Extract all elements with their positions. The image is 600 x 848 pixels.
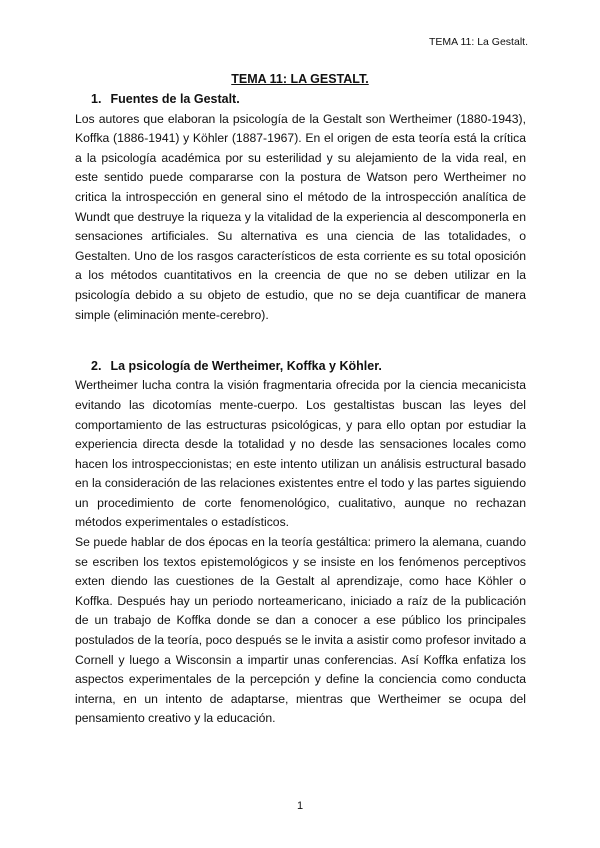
section-heading (75, 357, 526, 377)
section-heading-text: Fuentes de la Gestalt. (110, 92, 240, 106)
section-number: 1. (91, 92, 102, 106)
section-2 (75, 357, 526, 729)
paragraph: Los autores que elaboran la psicología de la Gestalt son Wertheimer (1880-1943), Koffka (1886-1941) y Köhler (1887-1967). En el origen de esta teoría está la crítica a la psicología académica por su esterilidad y su alejamiento de la vida real, en este sentido puede compararse con la postura de Watson pero Wertheimer no critica la introspección en general sino el método de la introspección analítica de Wundt que destruye la riqueza y la vitalidad de la experiencia al descomponerla en sensaciones artificiales. Su alternativa es una ciencia de las totalidades, o Gestalten. Uno de los rasgos característicos de esta corriente es su total oposición a los métodos cuantitativos en la creencia de que no se deben utilizar en la psicología debido a su objeto de estudio, que no se deja cuantificar de manera simple (eliminación mente-cerebro). (75, 111, 526, 322)
document-body (75, 90, 526, 729)
paragraph: Se puede hablar de dos épocas en la teoría gestáltica: primero la alemana, cuando se escriben los textos epistemológicos y se insiste en los fenómenos perceptivos exten diendo las cuestiones de la Gestalt al aprendizaje, como hace Köhler o Koffka. Después hay un periodo norteamericano, iniciado a raíz de la publicación de un trabajo de Koffka donde se dan a conocer a ese público los principales postulados de la teoría, poco después se le invita a asistir como profesor invitado a Cornell y luego a Wisconsin a impartir unas conferencias. Así Koffka enfatiza los aspectos experimentales de la percepción y define la conciencia como conducta interna, en un intento de adaptarse, mientras que Wertheimer se ocupa del pensamiento creativo y la educación. (75, 535, 526, 726)
section-number: 2. (91, 358, 102, 373)
page-title: TEMA 11: LA GESTALT. (231, 72, 369, 86)
running-header: TEMA 11: La Gestalt. (428, 36, 528, 48)
section-heading-text: La psicología de Wertheimer, Koffka y Köhler. (110, 358, 382, 373)
section-heading (75, 90, 526, 110)
page-number: 1 (296, 800, 304, 812)
section-spacer (75, 325, 526, 345)
paragraph: Wertheimer lucha contra la visión fragmentaria ofrecida por la ciencia mecanicista evitando las dicotomías mente-cuerpo. Los gestaltistas buscan las leyes del comportamiento de las estructuras psicológicas, y para ello optan por estudiar la experiencia directa desde la totalidad y no desde las sensaciones locales como hacen los introspeccionistas; en este intento utilizan un análisis estructural basado en la consideración de las relaciones existentes entre el todo y las partes siguiendo un procedimiento de corte fenomenológico, cualitativo, aunque no rechazan métodos experimentales o estadísticos. (75, 378, 526, 530)
section-spacer (75, 345, 526, 357)
section-1 (75, 90, 526, 325)
